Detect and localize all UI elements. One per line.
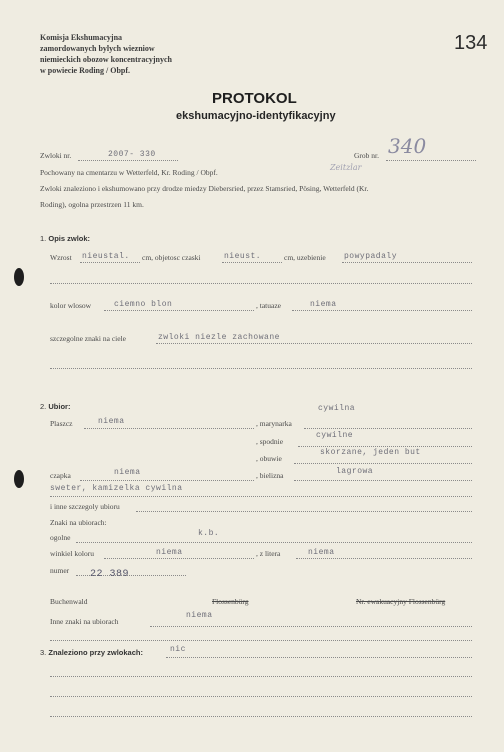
obuwie-line [294, 463, 472, 464]
pochowany-handwritten: Zeitzlar [330, 163, 362, 172]
blank-line [50, 640, 472, 641]
blank-line [50, 676, 472, 677]
section-2-heading [40, 402, 70, 411]
czapka-label: czapka [50, 471, 71, 480]
section-2-number: 2. [40, 402, 47, 411]
bielizna-line [294, 480, 472, 481]
inne-szczegoly-line [136, 511, 472, 512]
litera-value: niema [308, 548, 335, 557]
wzrost-line [80, 262, 140, 263]
zwloki-label: Zwloki nr. [40, 151, 72, 160]
numer-label: numer [50, 566, 70, 575]
numer-value: 22 389 [90, 569, 130, 580]
obuwie-value: skorzane, jeden but [320, 448, 421, 457]
marynarka-label: , marynarka [256, 419, 292, 428]
kolor-line [104, 310, 254, 311]
plaszcz-label: Plaszcz [50, 419, 73, 428]
bielizna-label: , bielizna [256, 471, 284, 480]
plaszcz-value: niema [98, 417, 125, 426]
pochowany-text: Pochowany na cmentarzu w Wetterfeld, Kr. Roding / Obpf. [40, 168, 218, 177]
uzebienie-line [342, 262, 472, 263]
znaki-ciele-label: szczegolne znaki na ciele [50, 334, 126, 343]
tatuaze-value: niema [310, 300, 337, 309]
litera-line [296, 558, 472, 559]
znaleziono-line-2: Roding), ogolna przestrzen 11 km. [40, 200, 144, 209]
section-1-heading [40, 234, 90, 243]
bielizna-value: lagrowa [336, 467, 374, 476]
blank-line [50, 696, 472, 697]
section-3-value: nic [170, 645, 186, 654]
spodnie-line [298, 446, 472, 447]
section-3-heading [40, 648, 143, 657]
uzebienie-value: powypadaly [344, 252, 398, 261]
cm-uzebienie-label: cm, uzebienie [284, 253, 326, 262]
kolor-value: ciemno blon [114, 300, 173, 309]
flossenburg-label: Flossenbürg [212, 597, 249, 606]
znaleziono-line-1: Zwloki znaleziono i ekshumowano przy drodze miedzy Diebersried, przez Stamsried, Pösing, Wetterfeld (Kr. [40, 184, 369, 193]
znaki-ubiorach-label: Znaki na ubiorach: [50, 518, 107, 527]
section-1-title: Opis zwlok: [48, 234, 91, 243]
zwloki-line [78, 160, 178, 161]
znaki-ciele-value: zwloki niezle zachowane [158, 333, 280, 342]
kolor-label: kolor wlosow [50, 301, 92, 310]
spodnie-value: cywilne [316, 431, 354, 440]
ogolne-label: ogolne [50, 533, 71, 542]
obuwie-label: , obuwie [256, 454, 282, 463]
document-subtitle: ekshumacyjno-identyfikacyjny [176, 110, 336, 122]
tatuaze-line [292, 310, 472, 311]
zwloki-value: 2007- 330 [108, 150, 156, 159]
inne-znaki-value: niema [186, 611, 213, 620]
buchenwald-label: Buchenwald [50, 597, 88, 606]
ewakuacyjny-text: Nr. ewakuacyjny Flossenbürg [356, 597, 446, 606]
winkiel-line [104, 558, 254, 559]
plaszcz-line [84, 428, 254, 429]
inne-szczegoly-label: i inne szczegoly ubioru [50, 502, 120, 511]
page-number: 134 [454, 32, 488, 54]
cm-objetosc-label: cm, objetosc czaski [142, 253, 201, 262]
winkiel-label: winkiel koloru [50, 549, 94, 558]
blank-line [50, 368, 472, 369]
section-1-number: 1. [40, 234, 47, 243]
inne-znaki-line [150, 626, 472, 627]
czapka-value: niema [114, 468, 141, 477]
punch-hole-bottom [14, 470, 24, 488]
spodnie-label: , spodnie [256, 437, 284, 446]
marynarka-value: cywilna [318, 404, 356, 413]
org-line-4: w powiecie Roding / Obpf. [40, 66, 131, 75]
winkiel-value: niema [156, 548, 183, 557]
org-line-1: Komisja Ekshumacyjna [40, 33, 123, 42]
section-3-line [166, 657, 472, 658]
section-2-title: Ubior: [48, 402, 71, 411]
ewakuacyjny-label [356, 597, 445, 606]
czaszka-value: nieust. [224, 252, 262, 261]
wzrost-value: nieustal. [82, 252, 130, 261]
document-title: PROTOKOL [212, 90, 297, 107]
extra-clothing-line [50, 496, 472, 497]
ogolne-value: k.b. [198, 529, 220, 538]
blank-line [50, 283, 472, 284]
grob-value: 340 [388, 134, 427, 158]
org-line-3: niemieckich obozow koncentracyjnych [40, 55, 172, 64]
grob-line [386, 160, 476, 161]
znaki-ciele-line [156, 343, 472, 344]
czaszka-line [222, 262, 282, 263]
litera-label: , z litera [256, 549, 281, 558]
punch-hole-top [14, 268, 24, 286]
inne-znaki-label: Inne znaki na ubiorach [50, 617, 119, 626]
tatuaze-label: , tatuaze [256, 301, 281, 310]
org-line-2: zamordowanych bylych wiezniow [40, 44, 155, 53]
grob-label: Grob nr. [354, 151, 379, 160]
ogolne-line [76, 542, 472, 543]
wzrost-label: Wzrost [50, 253, 72, 262]
section-3-title: Znaleziono przy zwlokach: [48, 648, 143, 657]
marynarka-line [304, 428, 472, 429]
czapka-line [80, 480, 254, 481]
blank-line [50, 716, 472, 717]
extra-clothing-value: sweter, kamizelka cywilna [50, 484, 183, 493]
section-3-number: 3. [40, 648, 47, 657]
